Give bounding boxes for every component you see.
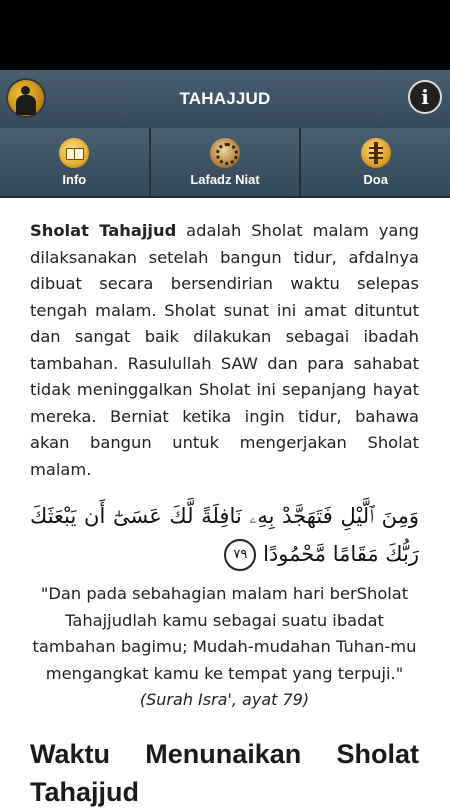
intro-bold-term: Sholat Tahajjud [30, 221, 177, 240]
tab-lafadz-niat-label: Lafadz Niat [190, 171, 260, 187]
content-area[interactable] [30, 218, 419, 811]
book-icon [59, 138, 89, 168]
arabic-verse-text: وَمِنَ ٱلَّيْلِ فَتَهَجَّدْ بِهِۦ نَافِلَةً لَّكَ عَسَىٰٓ أَن يَبْعَثَكَ رَبُّكَ مَقَامًا مَّحْمُودًا [30, 504, 419, 566]
tab-info-label: Info [62, 171, 87, 187]
app-bar [0, 70, 450, 129]
intro-paragraph [30, 218, 419, 483]
quran-verse [30, 497, 419, 573]
tab-doa-label: Doa [363, 171, 388, 187]
app-logo-icon[interactable] [6, 78, 46, 118]
tab-info[interactable] [0, 128, 151, 196]
info-button[interactable]: i [408, 80, 442, 114]
intro-text: adalah Sholat malam yang dilaksanakan setelah bangun tidur, afdalnya dibuat secara bersendirian waktu selepas tengah malam. Sholat sunat ini amat dituntut dan sangat baik dilakukan sebagai ibadah tambahan. Rasulullah SAW dan para sahabat tidak meninggalkan Sholat ini sepanjang hayat mereka. Berniat ketika ingin tidur, bahawa akan bangun untuk mengerjakan Sholat malam. [30, 221, 419, 479]
section-heading: Waktu Menunaikan Sholat Tahajjud [30, 739, 419, 807]
verse-source: (Surah Isra', ayat 79) [139, 690, 310, 709]
tab-bar [0, 128, 450, 198]
ayah-number-badge: ٧٩ [224, 539, 256, 571]
prayer-beads-icon [210, 138, 240, 168]
praying-hands-icon [361, 138, 391, 168]
app-title: TAHAJJUD [179, 89, 271, 108]
status-bar [0, 0, 450, 70]
tab-lafadz-niat[interactable] [151, 128, 302, 196]
tab-doa[interactable] [301, 128, 450, 196]
verse-translation: "Dan pada sebahagian malam hari berSholat Tahajjudlah kamu sebagai suatu ibadat tambahan bagimu; Mudah-mudahan Tuhan-mu mengangkat kamu ke tempat yang terpuji." [32, 584, 417, 683]
